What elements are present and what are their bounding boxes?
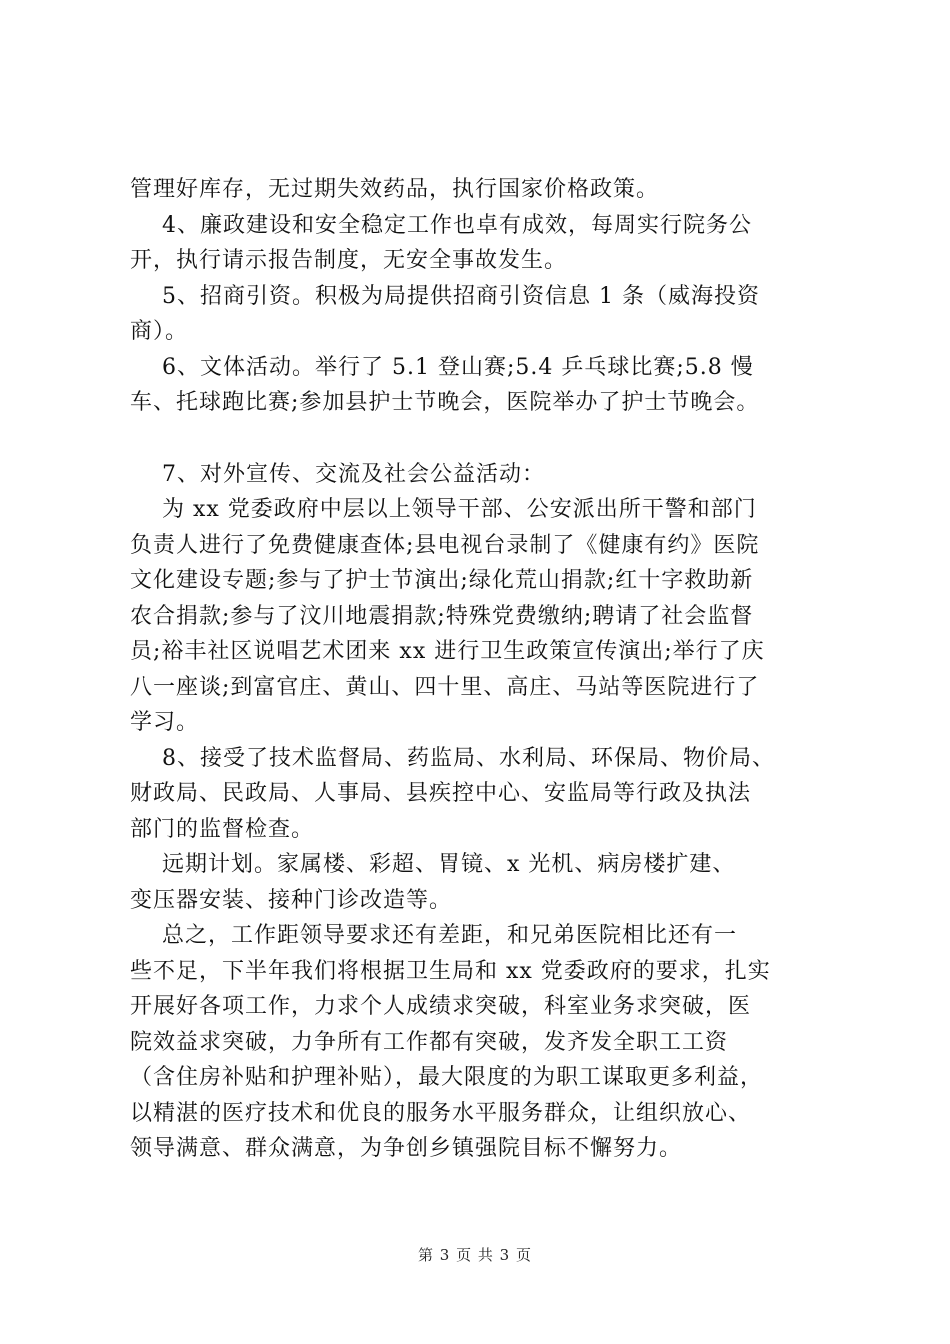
text-line: 负责人进行了免费健康查体;县电视台录制了《健康有约》医院 (130, 532, 760, 558)
text-line: 院效益求突破，力争所有工作都有突破，发齐发全职工工资 (130, 1029, 729, 1055)
text-line: 商）。 (130, 319, 189, 344)
text-line: 文化建设专题;参与了护士节演出;绿化荒山捐款;红十字救助新 (130, 568, 754, 593)
page-number-label: 第 3 页 共 3 页 (418, 1246, 532, 1264)
text-line: （含住房补贴和护理补贴），最大限度的为职工谋取更多利益， (130, 1065, 764, 1090)
text-line: 些不足，下半年我们将根据卫生局和 xx 党委政府的要求，扎实 (130, 958, 771, 984)
text-line: 农合捐款;参与了汶川地震捐款;特殊党费缴纳;聘请了社会监督 (130, 603, 754, 629)
text-line: 为 xx 党委政府中层以上领导干部、公安派出所干警和部门 (130, 497, 757, 522)
paragraph-gap (130, 421, 835, 457)
text-line: 8、接受了技术监督局、药监局、水利局、环保局、物价局、 (130, 745, 775, 771)
text-line: 4、廉政建设和安全稳定工作也卓有成效，每周实行院务公 (130, 212, 752, 238)
text-line: 开展好各项工作，力求个人成绩求突破，科室业务求突破，医 (130, 994, 752, 1019)
text-line: 7、对外宣传、交流及社会公益活动： (130, 461, 545, 487)
text-line: 八一座谈;到富官庄、黄山、四十里、高庄、马站等医院进行了 (130, 674, 760, 700)
text-line: 财政局、民政局、人事局、县疾控中心、安监局等行政及执法 (130, 781, 752, 806)
text-line: 5、招商引资。积极为局提供招商引资信息 1 条（威海投资 (130, 283, 760, 309)
text-line: 远期计划。家属楼、彩超、胃镜、x 光机、病房楼扩建、 (130, 852, 736, 877)
document-body (130, 172, 835, 1167)
text-line: 车、托球跑比赛;参加县护士节晚会，医院举办了护士节晚会。 (130, 390, 760, 415)
text-line: 6、文体活动。举行了 5.1 登山赛;5.4 乒乓球比赛;5.8 慢 (130, 354, 754, 380)
text-line: 管理好库存，无过期失效药品，执行国家价格政策。 (130, 177, 660, 202)
text-line: 员;裕丰社区说唱艺术团来 xx 进行卫生政策宣传演出;举行了庆 (130, 639, 765, 664)
text-line: 总之，工作距领导要求还有差距，和兄弟医院相比还有一 (130, 923, 737, 948)
text-line: 部门的监督检查。 (130, 816, 315, 842)
text-line: 开，执行请示报告制度，无安全事故发生。 (130, 248, 568, 273)
text-line: 以精湛的医疗技术和优良的服务水平服务群众，让组织放心、 (130, 1100, 752, 1126)
page-footer (0, 1244, 950, 1265)
text-line: 学习。 (130, 710, 200, 735)
text-line: 变压器安装、接种门诊改造等。 (130, 887, 453, 913)
text-line: 领导满意、群众满意，为争创乡镇强院目标不懈努力。 (130, 1136, 683, 1161)
